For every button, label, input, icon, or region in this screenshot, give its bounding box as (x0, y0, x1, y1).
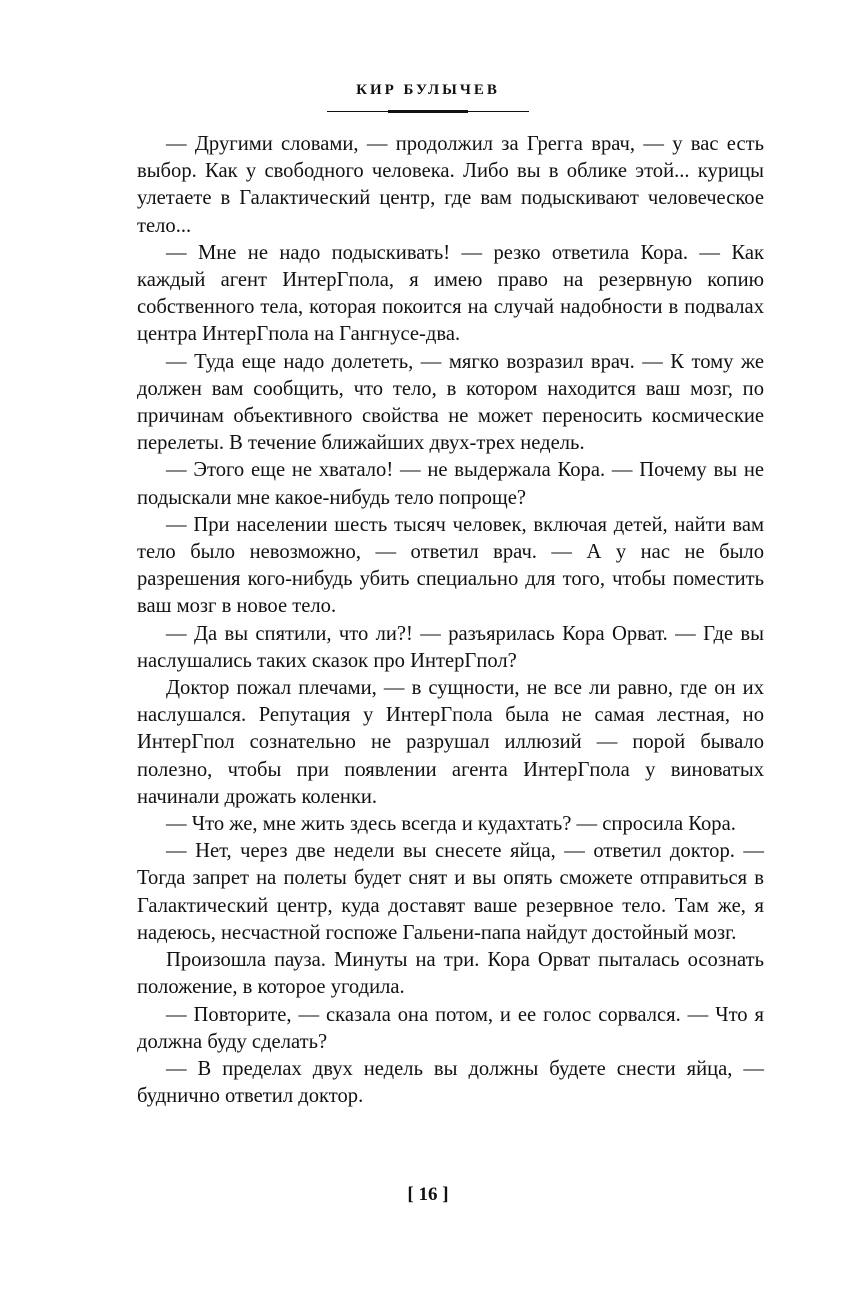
paragraph: — Да вы спятили, что ли?! — разъярилась Кора Орват. — Где вы наслушались таких сказок про ИнтерГпол? (137, 622, 764, 672)
running-header (0, 80, 856, 100)
page-number: [ 16 ] (407, 1184, 449, 1205)
paragraph: — Мне не надо подыскивать! — резко ответила Кора. — Как каждый агент ИнтерГпола, я имею право на резервную копию собственного тела, которая покоится на случай надобности в подвалах центра ИнтерГпола на Гангнусе-два. (137, 241, 764, 346)
paragraph: — Повторите, — сказала она потом, и ее голос сорвался. — Что я должна буду сделать? (137, 1003, 764, 1053)
header-rule (327, 110, 529, 113)
paragraph: Произошла пауза. Минуты на три. Кора Орват пыталась осознать положение, в которое угодила. (137, 949, 764, 999)
header-rule-thick (388, 110, 468, 113)
paragraph: — В пределах двух недель вы должны будете снести яйца, — буднично ответил доктор. (137, 1057, 764, 1108)
body-text (137, 131, 764, 1110)
paragraph: — Этого еще не хватало! — не выдержала Кора. — Почему вы не подыскали мне какое-нибудь тело попроще? (137, 459, 764, 509)
paragraph: Доктор пожал плечами, — в сущности, не все ли равно, где он их наслушался. Репутация у ИнтерГпола была не самая лестная, но ИнтерГпол сознательно не разрушал иллюзий — порой бывало полезно, чтобы при появлении агента ИнтерГпола у виноватых начинали дрожать коленки. (137, 677, 764, 808)
paragraph: — Нет, через две недели вы снесете яйца, — ответил доктор. — Тогда запрет на полеты будет снят и вы опять сможете отправиться в Галактический центр, куда доставят ваше резервное тело. Там же, я надеюсь, несчастной госпоже Гальени-папа найдут достойный мозг. (137, 840, 764, 944)
paragraph: — При населении шесть тысяч человек, включая детей, найти вам тело было невозможно, — ответил врач. — А у нас не было разрешения кого-нибудь убить специально для того, чтобы поместить ваш мозг в новое тело. (137, 513, 764, 618)
running-title: КИР БУЛЫЧЕВ (356, 82, 500, 98)
paragraph: — Другими словами, — продолжил за Грегга врач, — у вас есть выбор. Как у свободного человека. Либо вы в облике этой... курицы улетаете в Галактический центр, где вам подыскивают человеческое тело... (137, 133, 764, 237)
paragraph: — Туда еще надо долететь, — мягко возразил врач. — К тому же должен вам сообщить, что тело, в котором находится ваш мозг, по причинам объективного свойства не может переносить космические перелеты. В течение ближайших двух-трех недель. (137, 350, 764, 455)
paragraph: — Что же, мне жить здесь всегда и кудахтать? — спросила Кора. (166, 813, 736, 836)
